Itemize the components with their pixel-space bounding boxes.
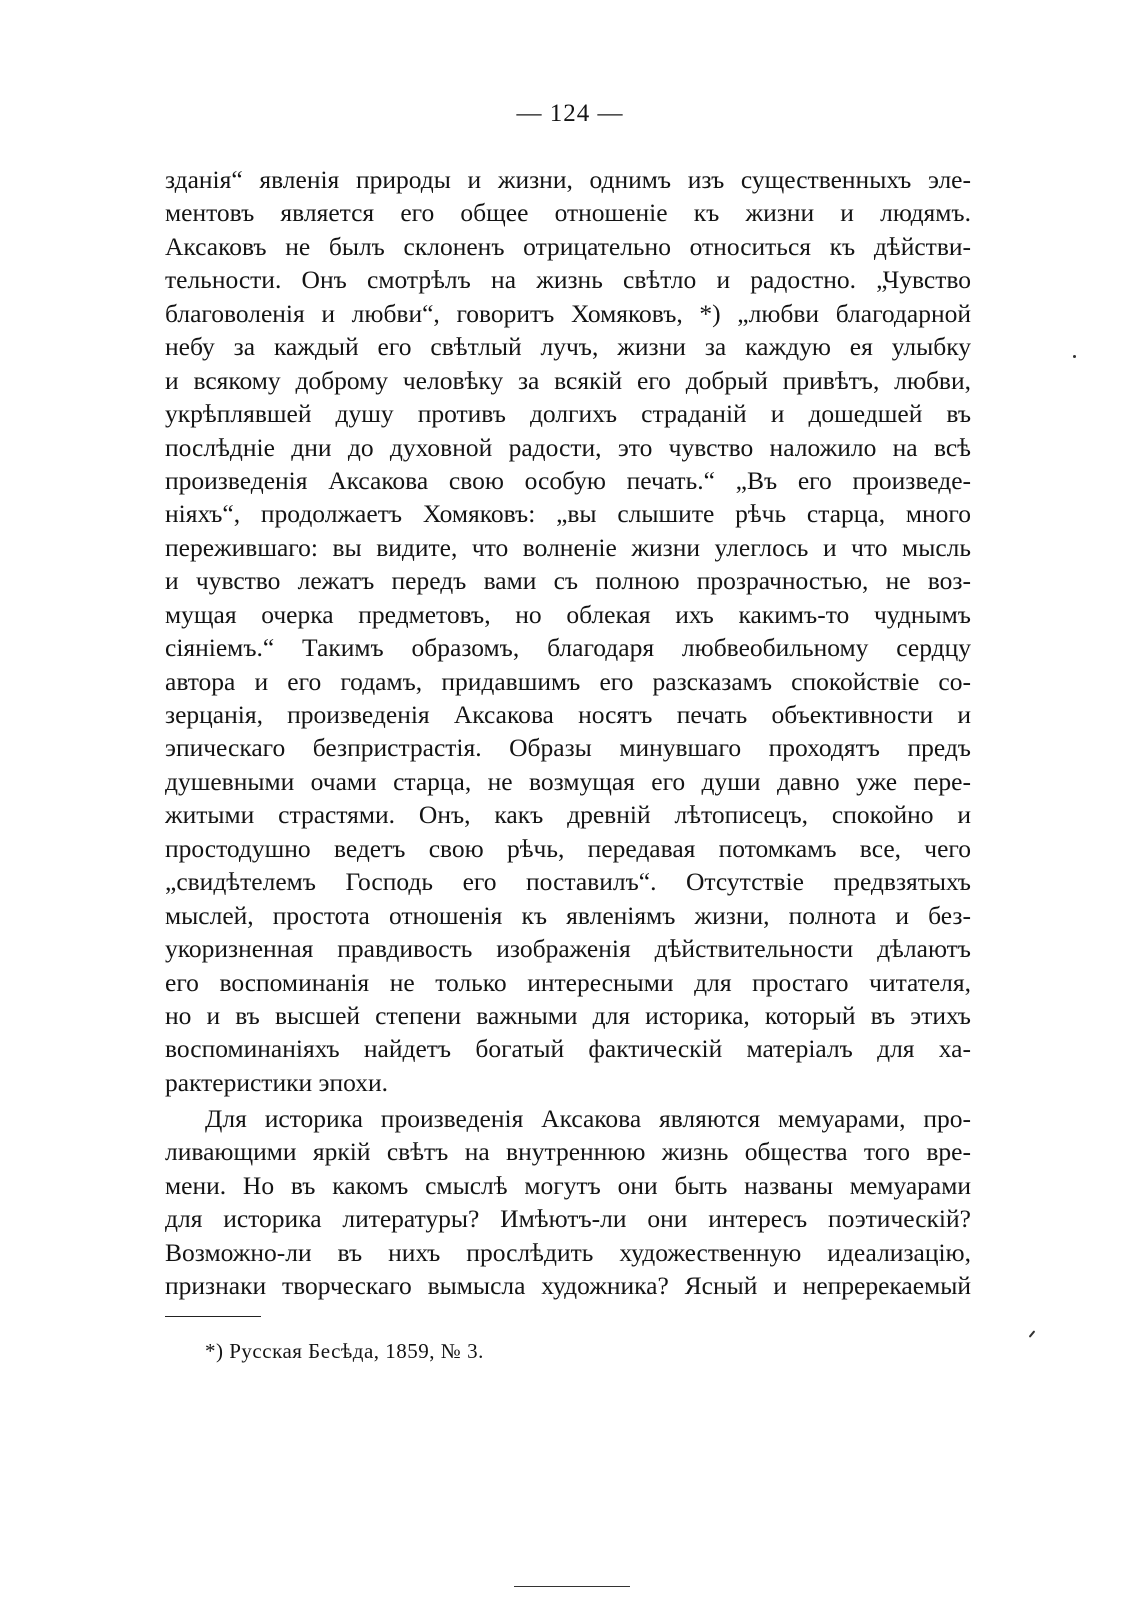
text-line: душевными очами старца, не возмущая его души давно уже пере- [165,766,971,796]
paragraph-2 [165,1102,971,1303]
text-line: пережившаго: вы видите, что волненіе жизни улеглось и что мысль [165,532,971,562]
text-line: для историка литературы? Имѣютъ-ли они интересъ поэтическій? [165,1204,971,1234]
text-line: воспоминаніяхъ найдетъ богатый фактическій матеріалъ для ха- [165,1034,971,1064]
text-line: укрѣплявшей душу противъ долгихъ страданій и дошедшей въ [165,399,971,429]
text-line: и всякому доброму человѣку за всякій его добрый привѣтъ, любви, [165,365,971,395]
text-line: произведенія Аксакова свою особую печать.“ „Въ его произведе- [165,465,971,495]
text-line: „свидѣтелемъ Господь его поставилъ“. Отсутствіе предвзятыхъ [165,867,971,897]
text-line: укоризненная правдивость изображенія дѣйствительности дѣлаютъ [165,934,971,964]
text-line: житыми страстями. Онъ, какъ древній лѣтописецъ, спокойно и [165,800,971,830]
text-line: зданія“ явленія природы и жизни, однимъ изъ существенныхъ эле- [165,165,971,194]
text-line: мени. Но въ какомъ смыслѣ могутъ они быть названы мемуарами [165,1170,971,1200]
text-line: его воспоминанія не только интересными для простаго читателя, [165,967,971,997]
bottom-rule [514,1586,630,1587]
text-line: ливающими яркій свѣтъ на внутреннюю жизнь общества того вре- [165,1137,971,1167]
paragraph-1 [165,163,971,1099]
scan-speck [1029,1330,1036,1337]
text-line: мущая очерка предметовъ, но облекая ихъ какимъ-то чуднымъ [165,599,971,629]
text-line: Для историка произведенія Аксакова являются мемуарами, про- [205,1104,971,1133]
text-line: признаки творческаго вымысла художника? Ясный и непререкаемый [165,1271,971,1301]
text-line: послѣдніе дни до духовной радости, это чувство наложило на всѣ [165,432,971,462]
page-number: — 124 — [516,100,624,127]
text-line: зерцанія, произведенія Аксакова носятъ печать объективности и [165,700,971,729]
text-line: Аксаковъ не былъ склоненъ отрицательно относиться къ дѣйстви- [165,231,971,261]
text-line: небу за каждый его свѣтлый лучъ, жизни за каждую ея улыбку [165,332,971,362]
footnote-divider [165,1316,261,1317]
text-line: мыслей, простота отношенія къ явленіямъ жизни, полнота и без- [165,900,971,930]
footnote: *) Русская Бесѣда, 1859, № 3. [205,1339,484,1363]
text-line: простодушно ведетъ свою рѣчь, передавая потомкамъ все, чего [165,833,971,863]
text-line: ментовъ является его общее отношеніе къ жизни и людямъ. [165,198,971,228]
text-line: ніяхъ“, продолжаетъ Хомяковъ: „вы слышите рѣчь старца, много [165,499,971,529]
text-line: но и въ высшей степени важными для историка, который въ этихъ [165,1000,971,1030]
text-line: сіяніемъ.“ Такимъ образомъ, благодаря любвеобильному сердцу [165,633,971,663]
scan-speck [1073,355,1076,358]
text-line: и чувство лежатъ передъ вами съ полною прозрачностью, не воз- [165,566,971,596]
text-line: благоволенія и любви“, говоритъ Хомяковъ, *) „любви благодарной [165,298,971,328]
text-line: рактеристики эпохи. [165,1067,388,1097]
text-line: Возможно-ли въ нихъ прослѣдить художественную идеализацію, [165,1237,971,1267]
text-line: автора и его годамъ, придавшимъ его разсказамъ спокойствіе со- [165,666,971,696]
text-line: эпическаго безпристрастія. Образы минувшаго проходятъ предъ [165,733,971,763]
text-line: тельности. Онъ смотрѣлъ на жизнь свѣтло и радостно. „Чувство [165,265,971,295]
